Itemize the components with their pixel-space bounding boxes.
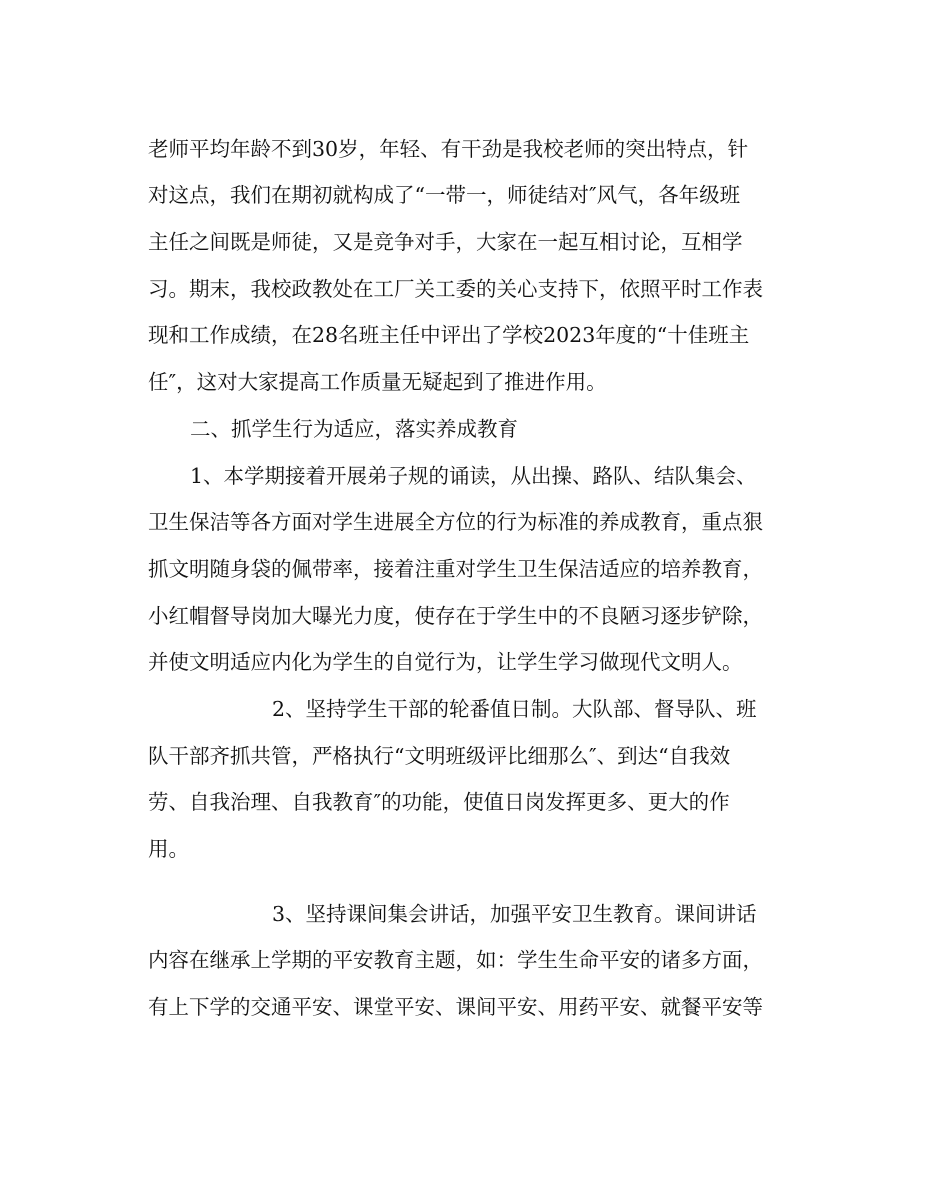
paragraph-4-line-1: 3、坚持课间集会讲话，加强平安卫生教育。课间讲话 <box>272 902 757 926</box>
paragraph-4-line-3: 有上下学的交通平安、课堂平安、课间平安、用药平安、就餐平安等 <box>148 995 763 1019</box>
paragraph-1-line-3: 主任之间既是师徒，又是竞争对手，大家在一起互相讨论，互相学 <box>148 230 743 254</box>
paragraph-1-line-1: 老师平均年龄不到30岁，年轻、有干劲是我校老师的突出特点，针 <box>148 137 749 161</box>
paragraph-2-line-5: 并使文明适应内化为学生的自觉行为，让学生学习做现代文明人。 <box>148 650 743 674</box>
paragraph-2-line-2: 卫生保洁等各方面对学生进展全方位的行为标准的养成教育，重点狠 <box>148 510 763 534</box>
section-heading: 二、抓学生行为适应，落实养成教育 <box>190 417 518 441</box>
paragraph-1-line-5: 现和工作成绩，在28名班主任中评出了学校2023年度的“十佳班主 <box>148 323 750 347</box>
paragraph-1-line-6: 任″，这对大家提高工作质量无疑起到了推进作用。 <box>148 370 607 394</box>
paragraph-3-line-4: 用。 <box>148 837 189 861</box>
paragraph-2-line-4: 小红帽督导岗加大曝光力度，使存在于学生中的不良陋习逐步铲除， <box>148 604 763 628</box>
paragraph-1-line-2: 对这点，我们在期初就构成了“一带一，师徒结对″风气，各年级班 <box>148 183 741 207</box>
paragraph-4-line-2: 内容在继承上学期的平安教育主题，如：学生生命平安的诸多方面， <box>148 948 763 972</box>
paragraph-2-line-1: 1、本学期接着开展弟子规的诵读，从出操、路队、结队集会、 <box>190 464 757 488</box>
paragraph-1-line-4: 习。期末，我校政教处在工厂关工委的关心支持下，依照平时工作表 <box>148 277 763 301</box>
paragraph-3-line-3: 劳、自我治理、自我教育″的功能，使值日岗发挥更多、更大的作 <box>148 790 730 814</box>
paragraph-2-line-3: 抓文明随身袋的佩带率，接着注重对学生卫生保洁适应的培养教育， <box>148 557 763 581</box>
paragraph-3-line-2: 队干部齐抓共管，严格执行“文明班级评比细那么″、到达“自我效 <box>148 744 731 768</box>
paragraph-3-line-1: 2、坚持学生干部的轮番值日制。大队部、督导队、班 <box>272 697 757 721</box>
